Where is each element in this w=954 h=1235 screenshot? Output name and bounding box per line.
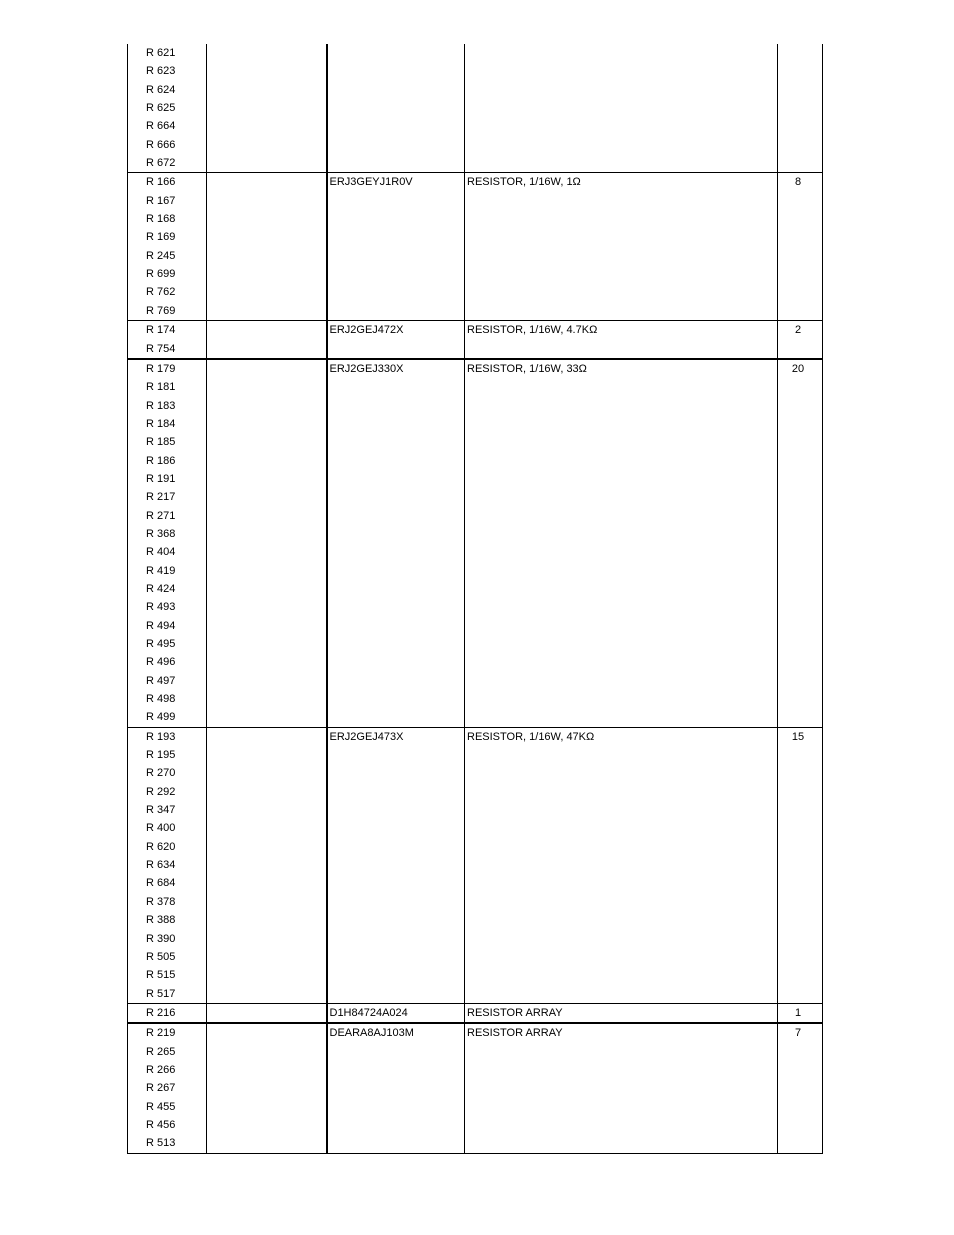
quantity-cell <box>778 1023 823 1153</box>
part-number: ERJ2GEJ472X <box>329 324 404 337</box>
part-description: RESISTOR ARRAY <box>467 1006 563 1019</box>
table-row <box>128 44 823 173</box>
ref-designator: R 497 <box>146 674 176 687</box>
parts-list-table <box>127 44 823 1154</box>
ref-designator: R 169 <box>146 231 176 244</box>
empty-cell <box>207 359 327 727</box>
ref-designator: R 517 <box>146 987 176 1000</box>
part-description: RESISTOR, 1/16W, 33Ω <box>467 362 587 375</box>
ref-designator: R 513 <box>146 1137 176 1150</box>
quantity-cell <box>778 44 823 173</box>
ref-designator: R 186 <box>146 454 176 467</box>
ref-designator: R 271 <box>146 509 176 522</box>
part-description <box>465 44 777 62</box>
part-description: RESISTOR, 1/16W, 47KΩ <box>467 730 595 743</box>
ref-designator: R 664 <box>146 120 176 133</box>
ref-designator: R 623 <box>146 65 176 78</box>
part-number-cell <box>327 1023 465 1153</box>
ref-designator-cell <box>128 321 207 359</box>
ref-designator: R 368 <box>146 527 176 540</box>
quantity: 1 <box>794 1006 802 1019</box>
description-cell <box>465 1023 778 1153</box>
description-cell <box>465 173 778 321</box>
ref-designator-cell <box>128 359 207 727</box>
part-number-cell <box>327 359 465 727</box>
part-number-cell <box>327 1003 465 1023</box>
ref-designator: R 456 <box>146 1118 176 1131</box>
empty-cell <box>207 173 327 321</box>
ref-designator: R 455 <box>146 1100 176 1113</box>
quantity <box>778 44 822 62</box>
ref-designator: R 400 <box>146 822 176 835</box>
ref-designator: R 699 <box>146 268 176 281</box>
part-description: RESISTOR, 1/16W, 1Ω <box>467 176 581 189</box>
quantity: 15 <box>791 730 805 743</box>
ref-designator: R 624 <box>146 83 176 96</box>
ref-designator: R 684 <box>146 877 176 890</box>
ref-designator: R 167 <box>146 194 176 207</box>
quantity-cell <box>778 173 823 321</box>
quantity: 2 <box>794 324 802 337</box>
part-description: RESISTOR, 1/16W, 4.7KΩ <box>467 324 598 337</box>
ref-designator: R 217 <box>146 491 176 504</box>
ref-designator: R 424 <box>146 582 176 595</box>
ref-designator: R 666 <box>146 138 176 151</box>
ref-designator: R 184 <box>146 417 176 430</box>
table-row <box>128 359 823 727</box>
ref-designator: R 183 <box>146 399 176 412</box>
quantity-cell <box>778 321 823 359</box>
ref-designator: R 193 <box>146 730 176 743</box>
ref-designator: R 499 <box>146 711 176 724</box>
ref-designator: R 493 <box>146 601 176 614</box>
ref-designator: R 494 <box>146 619 176 632</box>
ref-designator: R 216 <box>146 1006 176 1019</box>
ref-designator: R 166 <box>146 176 176 189</box>
part-number <box>328 44 465 62</box>
ref-designator: R 754 <box>146 342 176 355</box>
ref-designator-cell <box>128 1023 207 1153</box>
ref-designator: R 347 <box>146 804 176 817</box>
ref-designator: R 404 <box>146 546 176 559</box>
ref-designator: R 181 <box>146 381 176 394</box>
ref-designator: R 621 <box>146 47 176 59</box>
ref-designator: R 195 <box>146 749 176 762</box>
part-description: RESISTOR ARRAY <box>467 1027 563 1040</box>
empty-cell <box>207 1003 327 1023</box>
part-number-cell <box>327 44 465 173</box>
quantity-cell <box>778 727 823 1003</box>
ref-designator: R 378 <box>146 895 176 908</box>
empty-cell <box>207 727 327 1003</box>
table-row <box>128 321 823 359</box>
ref-designator: R 495 <box>146 638 176 650</box>
ref-designator: R 620 <box>146 840 176 853</box>
parts-list-body <box>128 44 823 1153</box>
ref-designator: R 270 <box>146 767 176 780</box>
ref-designator: R 625 <box>146 102 176 115</box>
ref-designator: R 191 <box>146 472 176 485</box>
quantity: 7 <box>794 1027 802 1040</box>
ref-designator-cell <box>128 727 207 1003</box>
ref-designator-cell <box>128 173 207 321</box>
ref-designator: R 292 <box>146 785 176 798</box>
description-cell <box>465 1003 778 1023</box>
table-row <box>128 1003 823 1023</box>
description-cell <box>465 727 778 1003</box>
description-cell <box>465 359 778 727</box>
ref-designator: R 388 <box>146 914 176 927</box>
ref-designator: R 168 <box>146 213 176 226</box>
quantity: 8 <box>794 176 802 189</box>
empty-cell <box>207 1023 327 1153</box>
ref-designator: R 419 <box>146 564 176 577</box>
empty-cell <box>207 321 327 359</box>
ref-designator: R 769 <box>146 304 176 317</box>
part-number: ERJ2GEJ473X <box>329 730 404 743</box>
ref-designator: R 185 <box>146 436 176 449</box>
ref-designator: R 267 <box>146 1082 176 1095</box>
ref-designator-cell <box>128 1003 207 1023</box>
ref-designator: R 505 <box>146 950 176 963</box>
part-number-cell <box>327 173 465 321</box>
ref-designator: R 515 <box>146 969 176 982</box>
table-row <box>128 1023 823 1153</box>
ref-designator: R 179 <box>146 362 176 375</box>
ref-designator: R 265 <box>146 1045 176 1058</box>
part-number: DEARA8AJ103M <box>329 1027 414 1040</box>
ref-designator: R 266 <box>146 1063 176 1076</box>
empty-cell <box>207 44 327 173</box>
quantity-cell <box>778 1003 823 1023</box>
part-number: ERJ3GEYJ1R0V <box>329 176 413 189</box>
part-number: ERJ2GEJ330X <box>329 362 404 375</box>
quantity: 20 <box>791 362 805 375</box>
quantity-cell <box>778 359 823 727</box>
description-cell <box>465 321 778 359</box>
ref-designator: R 174 <box>146 324 176 337</box>
part-number-cell <box>327 321 465 359</box>
ref-designator: R 245 <box>146 249 176 262</box>
table-row <box>128 727 823 1003</box>
ref-designator: R 634 <box>146 859 176 872</box>
ref-designator: R 496 <box>146 656 176 669</box>
ref-designator: R 219 <box>146 1027 176 1040</box>
ref-designator: R 498 <box>146 693 176 706</box>
description-cell <box>465 44 778 173</box>
ref-designator-cell <box>128 44 207 173</box>
part-number: D1H84724A024 <box>329 1006 408 1019</box>
ref-designator: R 762 <box>146 286 176 299</box>
part-number-cell <box>327 727 465 1003</box>
ref-designator: R 672 <box>146 157 176 170</box>
table-row <box>128 173 823 321</box>
ref-designator: R 390 <box>146 932 176 945</box>
